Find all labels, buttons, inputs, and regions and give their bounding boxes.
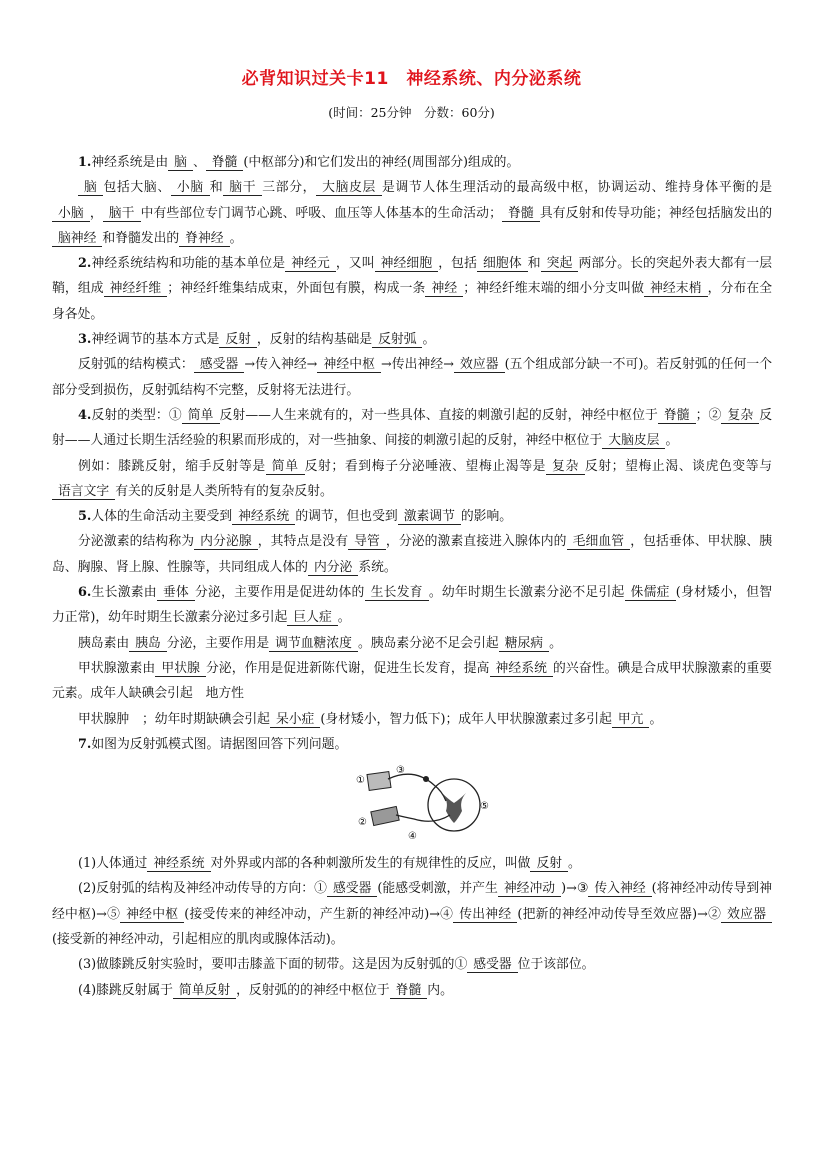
answer-blank: 复杂 [721,408,759,424]
answer-blank: 感受器 [194,357,245,373]
answer-blank: 脊髓 [390,983,428,999]
gray-matter-shape [442,793,466,823]
answer-blank: 脑干 [223,180,262,196]
answer-blank: 毛细血管 [567,534,631,550]
afferent-nerve-line [388,774,446,801]
answer-blank: 呆小症 [270,712,320,728]
answer-blank: 脊神经 [179,231,229,247]
answer-blank: 简单反射 [173,983,236,999]
answer-blank: 糖尿病 [499,636,549,652]
answer-blank: 导管 [348,534,386,550]
answer-blank: 甲亢 [612,712,650,728]
answer-blank: 传出神经 [453,907,517,923]
answer-blank: 效应器 [454,357,505,373]
answer-blank: 简单 [266,459,305,475]
question-number: 3. [78,332,92,348]
diagram-label-5: ⑤ [480,801,489,813]
question-number: 1. [78,155,92,170]
answer-blank: 大脑皮层 [602,433,665,449]
question-5: 5.人体的生命活动主要受到 神经系统 的调节，但也受到 激素调节 的影响。 [78,509,513,525]
answer-blank: 神经中枢 [120,907,184,923]
answer-blank: 神经系统 [147,856,210,872]
worksheet-content [52,150,772,1003]
effector-muscle-shape [371,807,399,826]
answer-blank: 传入神经 [588,881,651,897]
answer-blank: 胰岛 [129,636,167,652]
answer-blank: 效应器 [721,907,772,923]
reflex-arc-diagram [354,763,494,843]
answer-blank: 侏儒症 [625,585,676,601]
question-number: 6. [78,585,92,601]
answer-blank: 脊髓 [206,155,244,171]
question-7: 7.如图为反射弧模式图。请据图回答下列问题。 [78,736,348,752]
answer-blank: 复杂 [546,459,585,475]
question-1: 1.神经系统是由 脑 、 脊髓 (中枢部分)和它们发出的神经(周围部分)组成的。 [78,155,520,170]
question-3: 3.神经调节的基本方式是 反射 ，反射的结构基础是 反射弧 。 [78,332,436,348]
question-1-body: 脑 包括大脑、 小脑 和 脑干 三部分， 大脑皮层 是调节人体生理活动的最高级中枢，协调运动、维持身体平衡的是小脑 ， 脑干 中有些部位专门调节心跳、呼吸、血压等人体基本的生命活动； 脊髓 具有反射和传导功能；神经包括脑发出的脑神经 和脊髓发出的 脊神经 。 [52,175,772,251]
answer-blank: 生长发育 [365,585,429,601]
answer-blank: 神经系统 [232,509,295,525]
answer-blank: 激素调节 [398,509,461,525]
question-6-thyroid: 甲状腺激素由 甲状腺 分泌，作用是促进新陈代谢，促进生长发育，提高 神经系统 的兴奋性。碘是合成甲状腺激素的重要元素。成年人缺碘会引起 地方性 [52,660,773,702]
answer-blank: 感受器 [327,881,377,897]
answer-blank: 脊髓 [658,408,696,424]
answer-blank: 小脑 [171,180,210,196]
answer-blank: 反射 [219,332,257,348]
ganglion-dot [423,776,429,782]
answer-blank: 细胞体 [477,256,528,272]
answer-blank: 反射 [530,856,568,872]
answer-blank: 神经元 [285,256,336,272]
question-7-part-4: (4)膝跳反射属于 简单反射 ，反射弧的的神经中枢位于 脊髓 内。 [78,982,453,998]
answer-blank: 脑 [78,180,103,196]
answer-blank: 感受器 [467,957,517,973]
answer-blank: 巨人症 [287,610,337,626]
question-number: 2. [78,256,92,272]
question-5-body: 分泌激素的结构称为 内分泌腺 ，其特点是没有 导管 ，分泌的激素直接进入腺体内的 毛细血管 ，包括垂体、甲状腺、胰岛、胸腺、肾上腺、性腺等，共同组成人体的 内分泌 系统。 [52,534,773,575]
question-7-part-2: (2)反射弧的结构及神经冲动传导的方向：① 感受器 (能感受刺激，并产生 神经冲动 )→③ 传入神经 (将神经冲动传导到神经中枢)→⑤ 神经中枢 (接受传来的神经冲动，产生新的神经冲动)→④ 传出神经 (把新的神经冲动传导至效应器)→② 效应器(接受新的神经冲动，引起相应的肌肉或腺体活动)。 [52,881,773,948]
answer-blank: 内分泌 [308,560,358,576]
answer-blank: 神经系统 [490,661,554,677]
answer-blank: 反射弧 [372,332,422,348]
question-7-part-1: (1)人体通过 神经系统 对外界或内部的各种刺激所发生的有规律性的反应，叫做 反射 。 [78,856,581,872]
question-4-examples: 例如：膝跳反射，缩手反射等是 简单 反射；看到梅子分泌唾液、望梅止渴等是 复杂 反射；望梅止渴、谈虎色变等与语言文字 有关的反射是人类所特有的复杂反射。 [52,454,772,505]
question-number: 7. [78,736,92,752]
time-score-info: (时间：25分钟 分数：60分) [328,105,495,120]
answer-blank: 脑 [168,155,193,171]
question-4: 4.反射的类型：① 简单 反射——人生来就有的，对一些具体、直接的刺激引起的反射，神经中枢位于 脊髓 ；② 复杂 反射——人通过长期生活经验的积累而形成的，对一些抽象、间接的刺激引起的反射，神经中枢位于 大脑皮层 。 [52,407,773,449]
diagram-label-3: ③ [396,765,405,777]
diagram-label-1: ① [356,775,365,787]
answer-blank: 神经细胞 [375,256,439,272]
answer-blank: 小脑 [52,206,90,222]
answer-blank: 调节血糖浓度 [269,636,358,652]
answer-blank: 神经纤维 [104,281,168,297]
question-number: 5. [78,509,92,525]
answer-blank: 脊髓 [502,206,540,222]
question-6-iodine: 甲状腺肿 ；幼年时期缺碘会引起 呆小症 (身材矮小，智力低下)；成年人甲状腺激素过多引起 甲亢 。 [78,711,663,727]
answer-blank: 神经 [425,281,463,297]
answer-blank: 神经末梢 [644,281,708,297]
answer-blank: 脑神经 [52,231,102,247]
page-title: 必背知识过关卡11 神经系统、内分泌系统 [241,69,582,89]
diagram-label-4: ④ [408,831,417,843]
question-2: 2.神经系统结构和功能的基本单位是 神经元 ，又叫 神经细胞 ，包括 细胞体 和 突起 两部分。长的突起外表大都有一层鞘，组成 神经纤维 ；神经纤维集结成束，外面包有膜，构成一条 神经 ；神经纤维末端的细小分支叫做 神经末梢 ，分布在全身各处。 [52,256,773,322]
question-number: 4. [78,407,92,423]
answer-blank: 垂体 [157,585,195,601]
answer-blank: 内分泌腺 [194,534,258,550]
answer-blank: 甲状腺 [155,661,206,677]
answer-blank: 突起 [541,256,579,272]
question-7-part-3: (3)做膝跳反射实验时，要叩击膝盖下面的韧带。这是因为反射弧的① 感受器 位于该部位。 [78,957,595,973]
question-3-body: 反射弧的结构模式： 感受器 →传入神经→ 神经中枢 →传出神经→ 效应器 (五个组成部分缺一不可)。若反射弧的任何一个部分受到损伤，反射弧结构不完整，反射将无法进行。 [52,357,773,398]
diagram-label-2: ② [358,817,367,829]
answer-blank: 神经中枢 [317,357,381,373]
receptor-skin-shape [367,772,391,791]
answer-blank: 大脑皮层 [316,180,382,196]
question-6: 6.生长激素由 垂体 分泌，主要作用是促进幼体的 生长发育 。幼年时期生长激素分泌不足引起 侏儒症 (身材矮小，但智力正常)，幼年时期生长激素分泌过多引起 巨人症 。 [52,585,773,626]
answer-blank: 简单 [182,408,220,424]
answer-blank: 神经冲动 [498,881,561,897]
answer-blank: 语言文字 [52,484,115,500]
question-6-insulin: 胰岛素由 胰岛 分泌，主要作用是 调节血糖浓度 。胰岛素分泌不足会引起 糖尿病 。 [78,635,562,651]
answer-blank: 脑干 [103,206,141,222]
efferent-nerve-line [396,815,450,821]
